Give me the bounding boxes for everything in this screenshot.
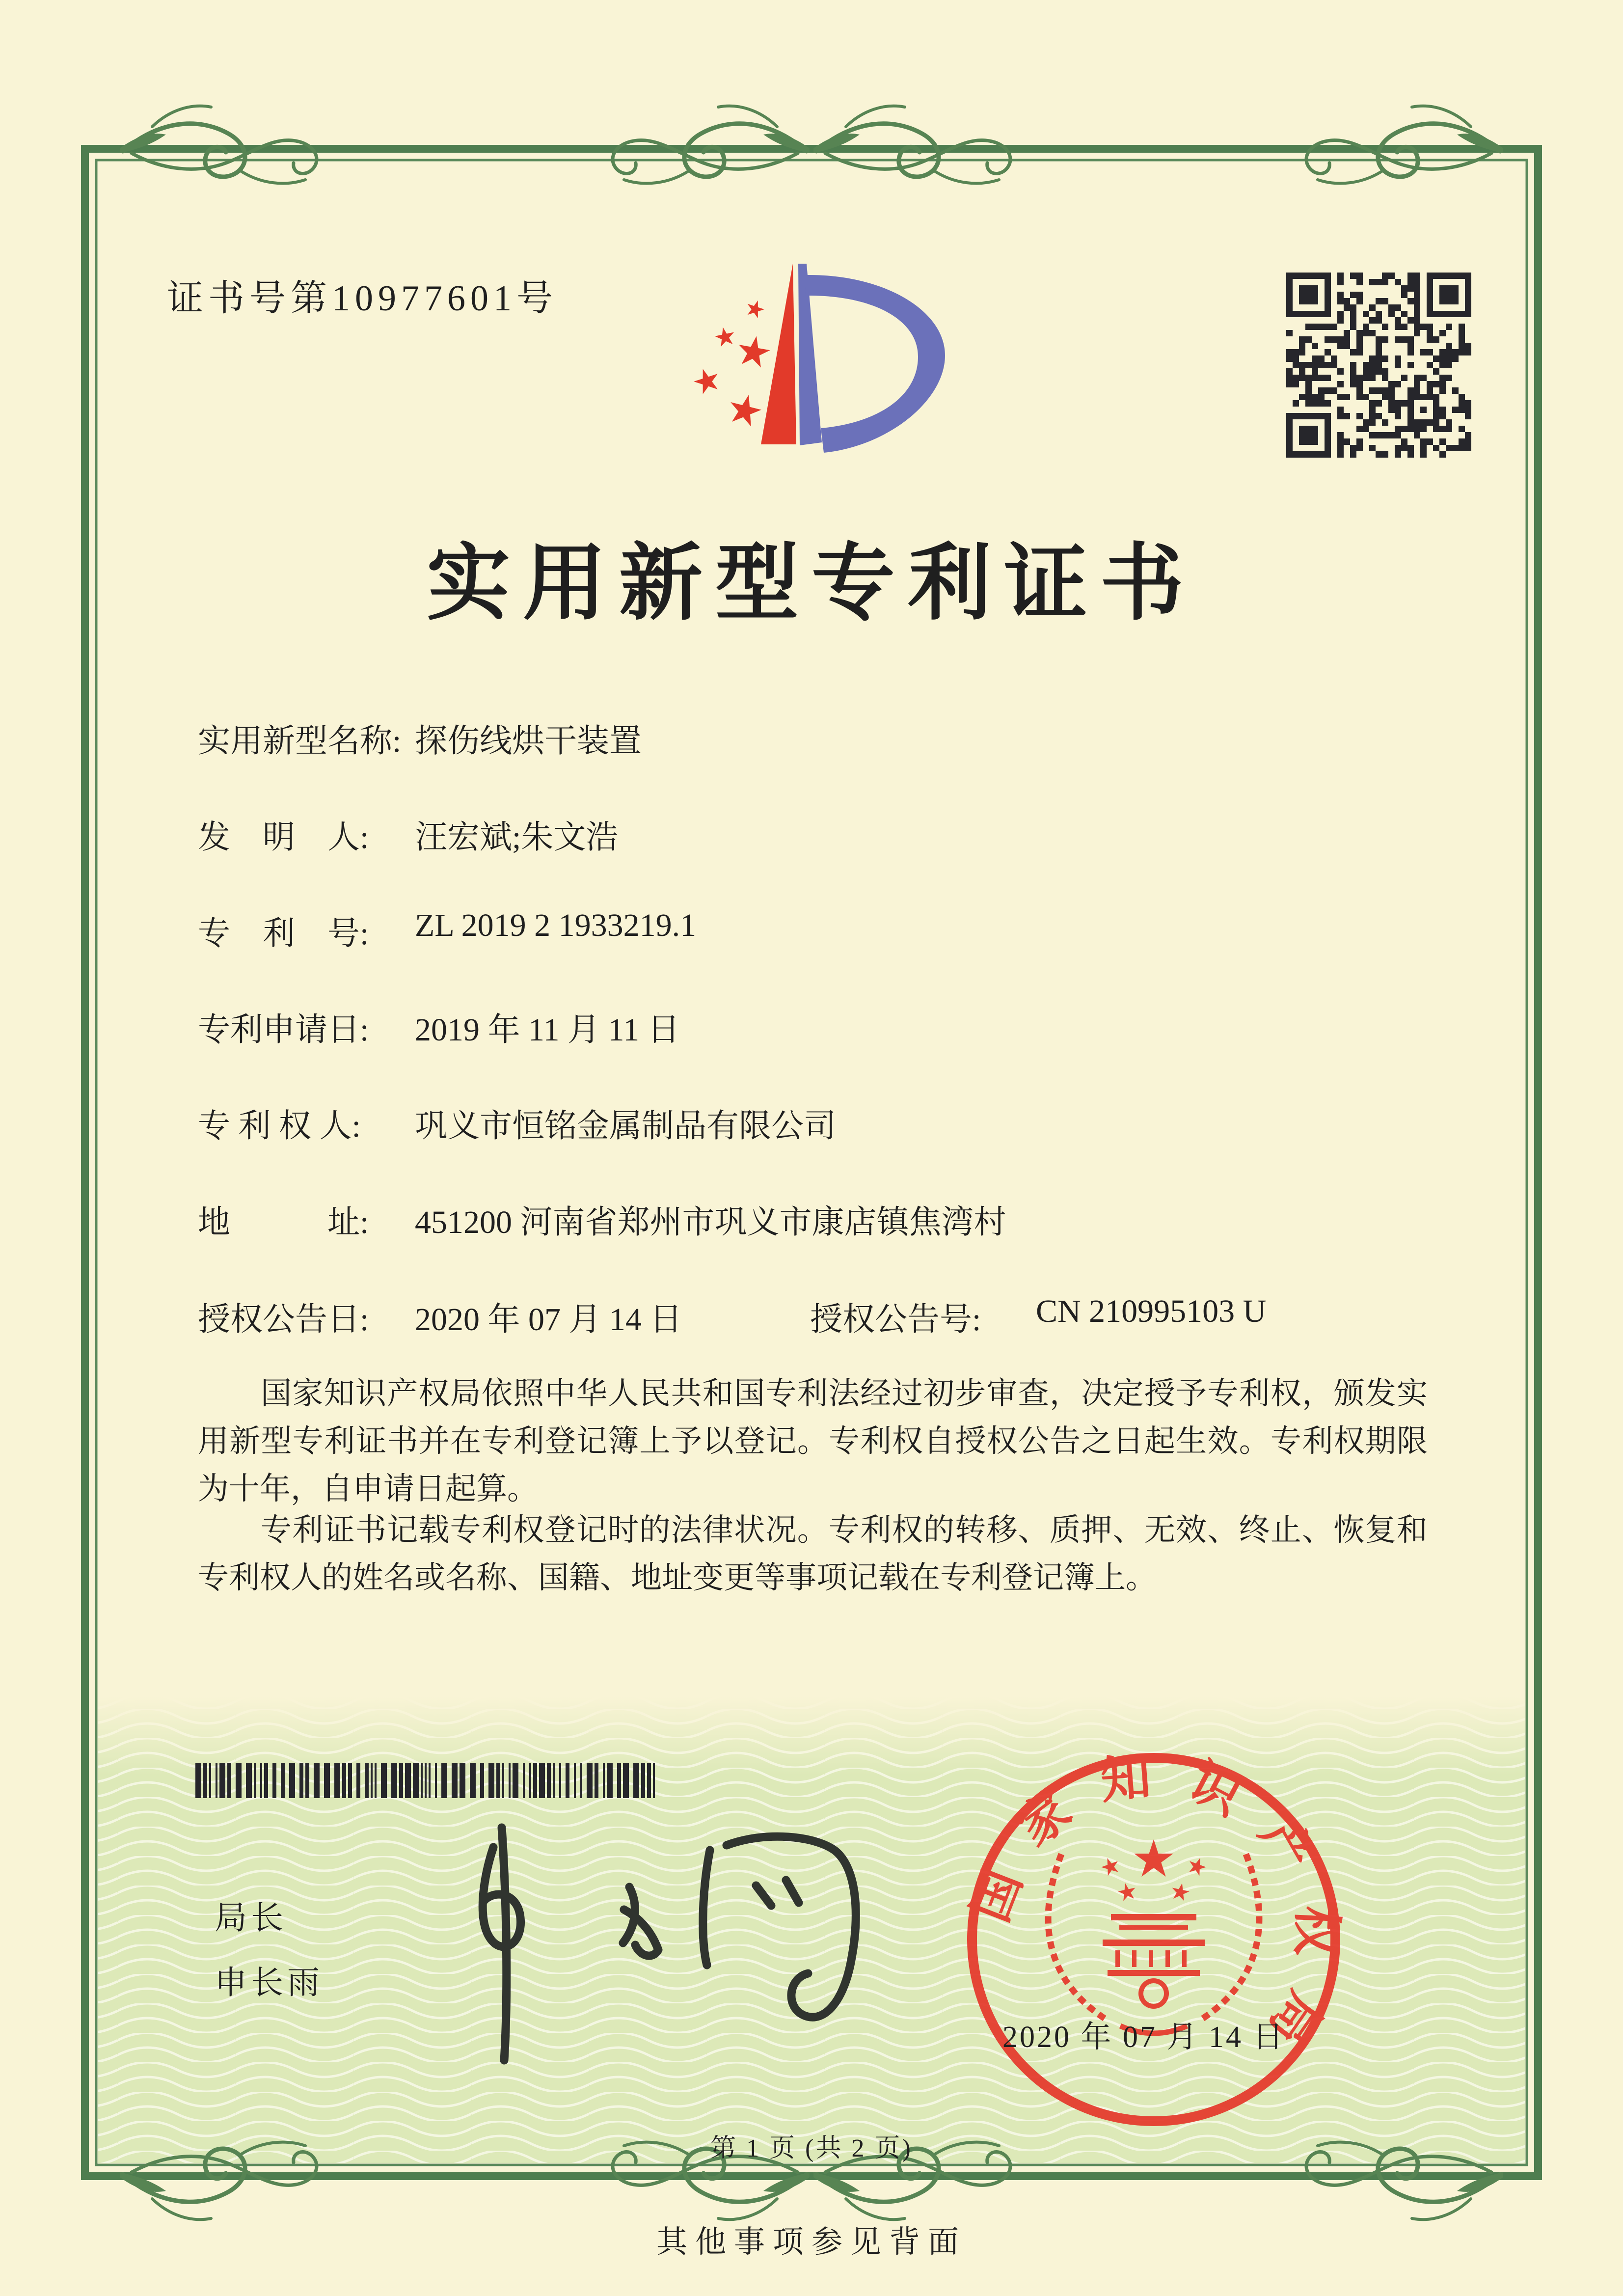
director-title-label: 局长 <box>215 1900 287 1936</box>
seal-national-emblem <box>1048 1839 1259 2033</box>
field-value-grant-publication-number: CN 210995103 U <box>1036 1293 1267 1329</box>
field-label-patent-number: 专 利 号: <box>198 916 369 952</box>
seal-ring-text: 国家知识产权局 <box>963 1748 1345 2081</box>
field-value-address: 451200 河南省郑州市巩义市康店镇焦湾村 <box>415 1204 1006 1240</box>
field-value-filing-date: 2019 年 11 月 11 日 <box>415 1012 680 1048</box>
field-value-utility-model-name: 探伤线烘干装置 <box>415 723 642 759</box>
field-label-grant-publication-number: 授权公告号: <box>810 1302 981 1338</box>
logo-red-wedge <box>761 264 796 444</box>
qr-code <box>1286 273 1471 458</box>
logo-stars <box>691 298 772 428</box>
field-label-patentee: 专 利 权 人: <box>198 1108 361 1144</box>
field-label-address: 地 址: <box>198 1204 369 1240</box>
field-value-patent-number: ZL 2019 2 1933219.1 <box>415 907 697 943</box>
official-seal <box>952 1738 1365 2151</box>
field-label-utility-model-name: 实用新型名称: <box>198 723 402 759</box>
field-value-patentee: 巩义市恒铭金属制品有限公司 <box>415 1108 836 1144</box>
legal-paragraph-2: 专利证书记载专利权登记时的法律状况。专利权的转移、质押、无效、终止、恢复和专利权人的姓名或名称、国籍、地址变更等事项记载在专利登记簿上。 <box>198 1513 1428 1595</box>
cnipa-patent-logo-icon <box>677 236 1001 511</box>
page-indicator: 第 1 页 (共 2 页) <box>710 2134 913 2162</box>
field-label-filing-date: 专利申请日: <box>198 1012 369 1048</box>
legal-paragraph-1: 国家知识产权局依照中华人民共和国专利法经过初步审查，决定授予专利权，颁发实用新型专利证书并在专利登记簿上予以登记。专利权自授权公告之日起生效。专利权期限为十年，自申请日起算。 <box>198 1376 1428 1506</box>
director-signature-script <box>432 1807 893 2082</box>
logo-blue-p <box>798 264 945 453</box>
director-name: 申长雨 <box>215 1965 324 2001</box>
field-label-grant-date: 授权公告日: <box>198 1302 369 1338</box>
back-side-note: 其他事项参见背面 <box>656 2225 967 2259</box>
seal-grant-date: 2020 年 07 月 14 日 <box>1002 2021 1285 2054</box>
barcode <box>195 1763 662 1798</box>
field-value-grant-date: 2020 年 07 月 14 日 <box>415 1302 682 1338</box>
field-value-inventor: 汪宏斌;朱文浩 <box>415 820 619 855</box>
certificate-number: 证书号第10977601号 <box>167 278 558 319</box>
certificate-title: 实用新型专利证书 <box>426 538 1196 630</box>
field-label-inventor: 发 明 人: <box>198 820 369 855</box>
